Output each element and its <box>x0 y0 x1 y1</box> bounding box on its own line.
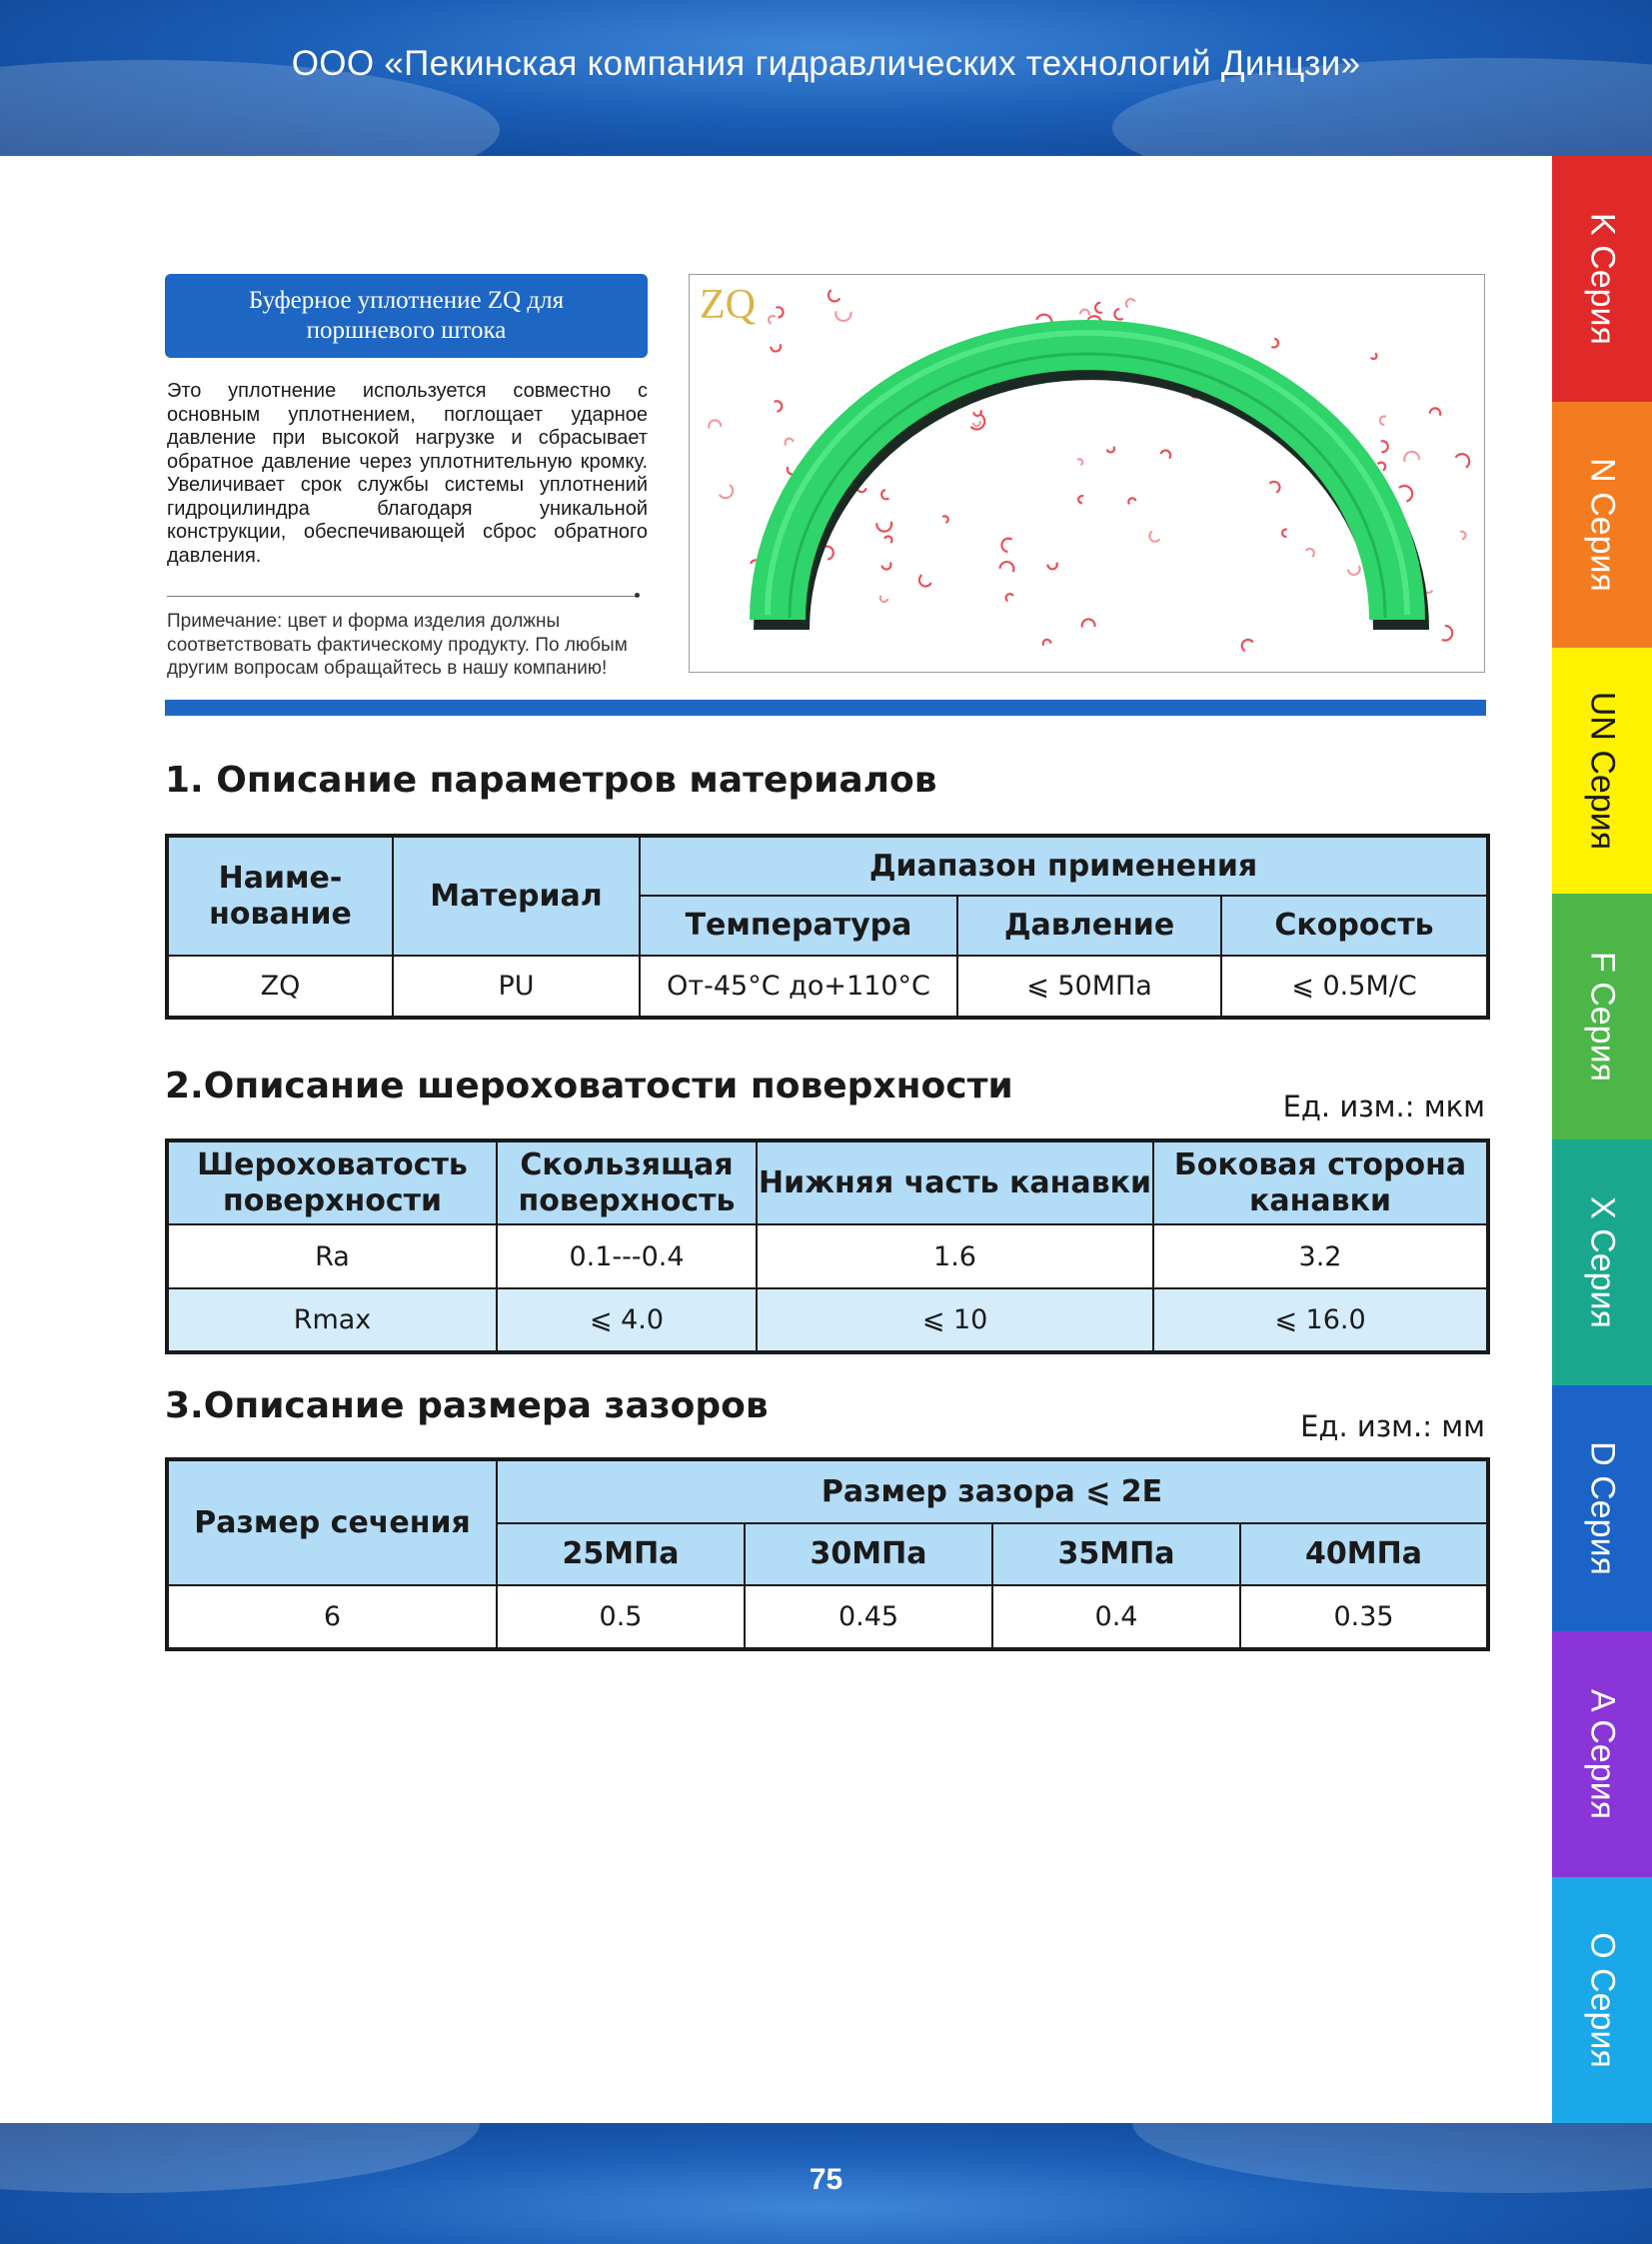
header-pressure-40: 40МПа <box>1240 1523 1488 1585</box>
header-roughness: Шероховатость поверхности <box>167 1140 497 1224</box>
header-material: Материал <box>393 836 640 956</box>
cell-gap-30: 0.45 <box>745 1585 992 1649</box>
fleck <box>1371 353 1377 359</box>
fleck <box>1380 416 1386 424</box>
series-tab-label: UN Серия <box>1583 691 1622 851</box>
fleck <box>828 290 839 301</box>
series-tab-x[interactable] <box>1552 1139 1652 1385</box>
header-speed: Скорость <box>1221 896 1488 956</box>
page-header <box>0 0 1652 156</box>
section-1-title: 1. Описание параметров материалов <box>165 760 937 801</box>
product-note: Примечание: цвет и форма изделия должны соответствовать фактическому продукту. По любым другим вопросам обращайтесь в нашу компанию! <box>167 611 628 679</box>
cell-gap-40: 0.35 <box>1240 1585 1488 1649</box>
fleck <box>1080 310 1089 316</box>
header-sliding-surface: Скользящая поверхность <box>497 1140 757 1224</box>
fleck <box>1077 459 1082 465</box>
series-tab-o[interactable] <box>1552 1877 1652 2123</box>
cell-sliding: ⩽ 4.0 <box>497 1288 757 1352</box>
fleck <box>1348 566 1360 575</box>
cell-side: 3.2 <box>1153 1224 1488 1288</box>
fleck <box>884 536 891 543</box>
cell-section: 6 <box>167 1585 497 1649</box>
fleck <box>942 516 948 522</box>
series-tab-k[interactable] <box>1552 156 1652 402</box>
header-groove-side: Боковая сторона канавки <box>1153 1140 1488 1224</box>
fleck <box>876 522 891 532</box>
table-row <box>167 1288 1488 1352</box>
fleck <box>1006 594 1013 601</box>
divider-dot <box>635 593 640 598</box>
series-tab-n[interactable] <box>1552 402 1652 648</box>
series-tab-label: A Серия <box>1583 1688 1622 1820</box>
cell-temperature: От-45°C до+110°C <box>640 956 957 1018</box>
table-row <box>167 1585 1488 1649</box>
fleck <box>1399 486 1412 502</box>
fleck <box>1306 549 1314 557</box>
cell-bottom: 1.6 <box>757 1224 1153 1288</box>
header-pressure-30: 30МПа <box>745 1523 992 1585</box>
series-tab-label: D Серия <box>1583 1441 1622 1575</box>
fleck <box>720 485 733 498</box>
fleck <box>919 575 931 586</box>
product-description: Это уплотнение используется совместно с основным уплотнением, поглощает ударное давление при высокой нагрузке и сбрасывает обратное давление через уплотнительную кромку. Увеличивает срок службы системы уплотнений гидроцилиндра благодаря уникальной конструкции, обеспечивающей сброс обратного давления. <box>167 380 648 567</box>
header-temperature: Температура <box>640 896 957 956</box>
series-tab-f[interactable] <box>1552 894 1652 1139</box>
divider <box>167 596 637 597</box>
header-name: Наиме-нование <box>167 836 393 956</box>
page-footer <box>0 2123 1652 2244</box>
fleck <box>1126 299 1135 307</box>
fleck <box>1430 408 1440 415</box>
cell-name: ZQ <box>167 956 393 1018</box>
gap-size-table <box>165 1457 1490 1651</box>
cell-bottom: ⩽ 10 <box>757 1288 1153 1352</box>
fleck <box>1381 441 1388 452</box>
header-groove-bottom: Нижняя часть канавки <box>757 1140 1153 1224</box>
fleck <box>1095 303 1102 313</box>
page-number: 75 <box>809 2163 843 2196</box>
cell-speed: ⩽ 0.5М/С <box>1221 956 1488 1018</box>
fleck <box>1001 539 1011 552</box>
series-tab-d[interactable] <box>1552 1385 1652 1631</box>
series-tab-label: X Серия <box>1583 1196 1622 1328</box>
fleck <box>1242 640 1253 651</box>
fleck <box>776 307 783 317</box>
fleck <box>709 420 721 428</box>
header-gap-size: Размер зазора ⩽ 2E <box>497 1459 1488 1523</box>
fleck <box>1269 482 1279 493</box>
fleck <box>973 421 980 426</box>
series-tab-label: N Серия <box>1583 458 1622 592</box>
section-3-title: 3.Описание размера зазоров <box>165 1385 769 1426</box>
fleck <box>1107 447 1114 453</box>
product-image <box>689 274 1485 673</box>
fleck <box>1114 309 1122 320</box>
section-divider-bar <box>165 700 1486 716</box>
product-title: Буферное уплотнение ZQ для поршневого штока <box>165 274 648 358</box>
fleck <box>881 490 888 499</box>
fleck <box>835 311 850 321</box>
cell-sliding: 0.1---0.4 <box>497 1224 757 1288</box>
fleck <box>1271 339 1278 348</box>
table-row <box>167 1224 1488 1288</box>
seal-body <box>750 320 1425 620</box>
header-pressure-35: 35МПа <box>992 1523 1240 1585</box>
fleck <box>1047 563 1056 570</box>
fleck <box>1404 452 1419 462</box>
fleck <box>881 563 890 570</box>
cell-gap-35: 0.4 <box>992 1585 1240 1649</box>
header-section-size: Размер сечения <box>167 1459 497 1585</box>
fleck <box>1128 498 1135 504</box>
fleck <box>1082 619 1095 627</box>
series-tab-a[interactable] <box>1552 1631 1652 1877</box>
fleck <box>1078 496 1083 503</box>
material-params-table <box>165 834 1490 1020</box>
fleck <box>769 316 776 324</box>
cell-material: PU <box>393 956 640 1018</box>
seal-illustration <box>690 275 1485 673</box>
series-tab-label: K Серия <box>1583 213 1622 345</box>
cell-gap-25: 0.5 <box>497 1585 745 1649</box>
cell-param: Ra <box>167 1224 497 1288</box>
fleck <box>771 344 781 351</box>
cell-param: Rmax <box>167 1288 497 1352</box>
series-tab-un[interactable] <box>1552 648 1652 894</box>
section-2-title: 2.Описание шероховатости поверхности <box>165 1066 1013 1107</box>
section-3-unit: Ед. изм.: мм <box>1300 1409 1485 1443</box>
series-tab-label: O Серия <box>1583 1932 1622 2068</box>
fleck <box>1456 454 1470 468</box>
fleck <box>880 596 888 602</box>
fleck <box>1442 626 1452 641</box>
fleck <box>1282 530 1287 537</box>
series-tab-label: F Серия <box>1583 952 1622 1082</box>
fleck <box>1161 451 1171 459</box>
cell-side: ⩽ 16.0 <box>1153 1288 1488 1352</box>
roughness-table <box>165 1138 1490 1354</box>
fleck <box>786 439 794 446</box>
header-range: Диапазон применения <box>640 836 1488 896</box>
company-title: ООО «Пекинская компания гидравлических технологий Динцзи» <box>291 44 1361 83</box>
fleck <box>1460 532 1465 540</box>
header-pressure-25: 25МПа <box>497 1523 745 1585</box>
fleck <box>1000 562 1014 572</box>
fleck <box>775 401 783 411</box>
fleck <box>1043 640 1051 646</box>
section-2-unit: Ед. изм.: мкм <box>1282 1090 1485 1123</box>
cell-pressure: ⩽ 50МПа <box>957 956 1221 1018</box>
series-tabs <box>1552 156 1652 2123</box>
header-pressure: Давление <box>957 896 1221 956</box>
fleck <box>1149 532 1159 542</box>
image-label: ZQ <box>700 282 756 328</box>
